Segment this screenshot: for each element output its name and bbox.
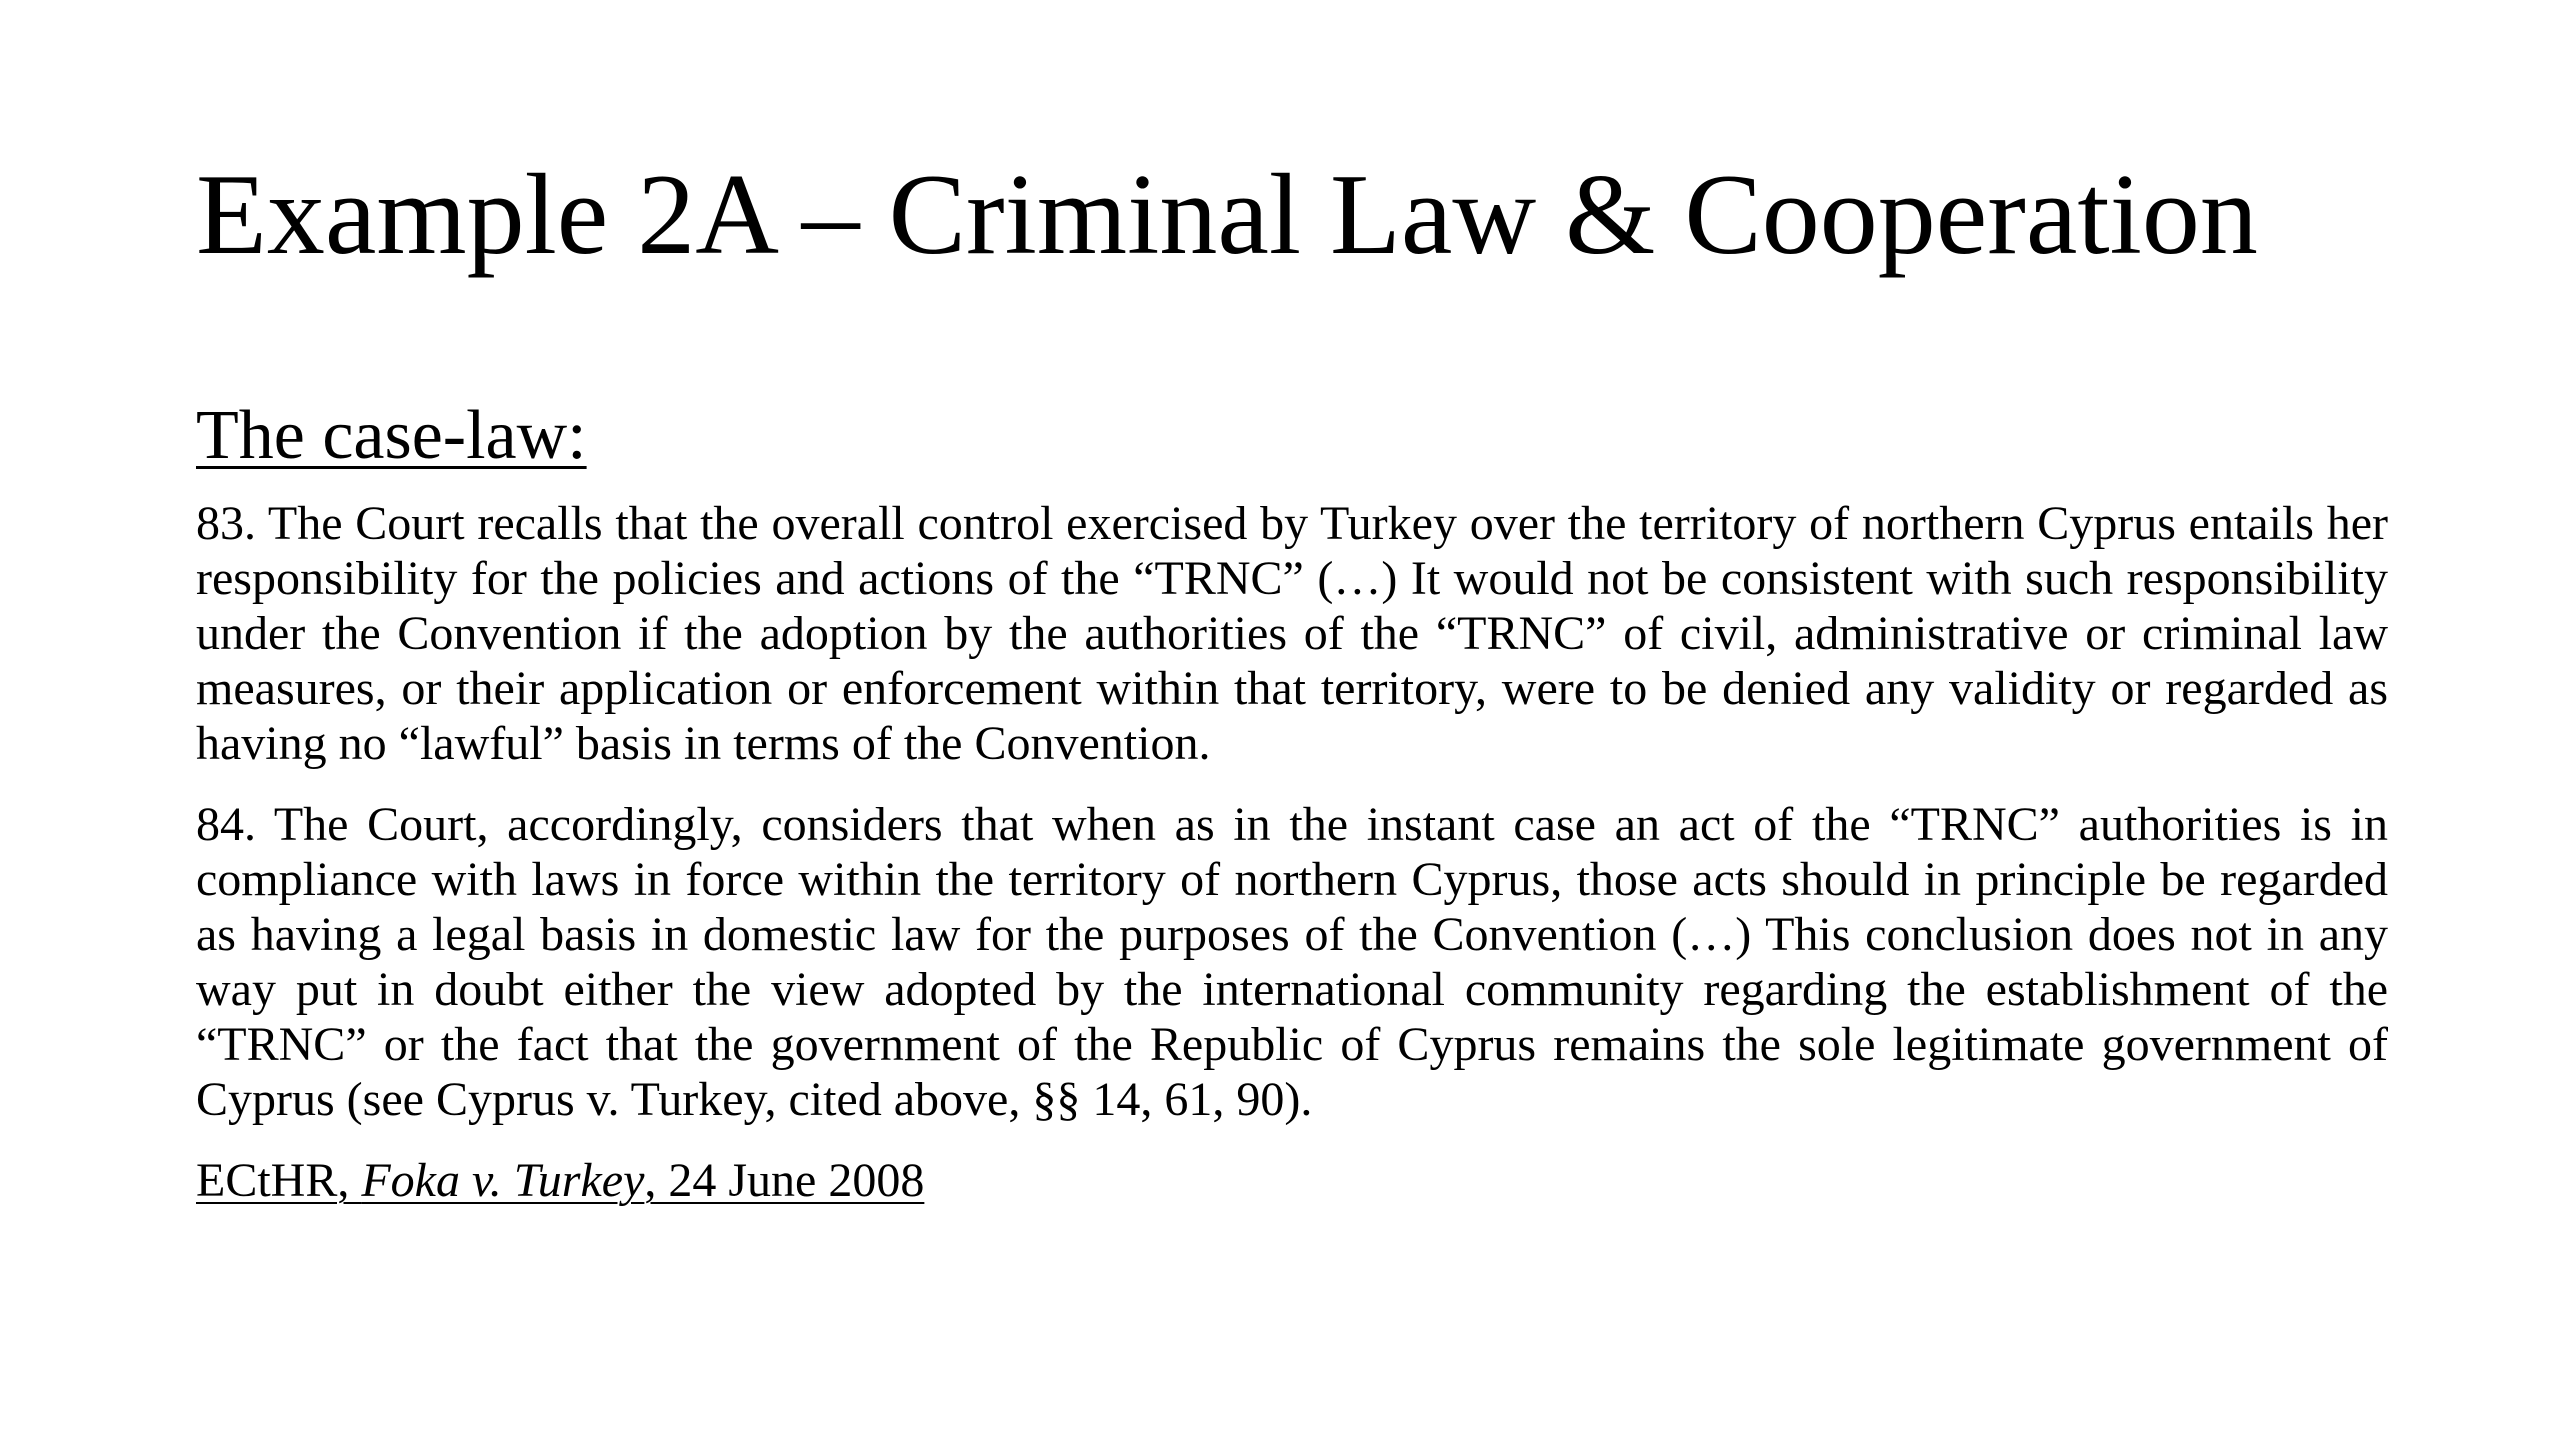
paragraph-83: 83. The Court recalls that the overall control exercised by Turkey over the territory of northern Cyprus entails her responsibility for the policies and actions of the “TRNC” (…) It would not be consistent with such responsibility under the Convention if the adoption by the authorities of the “TRNC” of civil, administrative or criminal law measures, or their application or enforcement within that territory, were to be denied any validity or regarded as having no “lawful” basis in terms of the Convention. (196, 497, 2388, 770)
section-heading: The case-law: (196, 397, 587, 474)
slide-content (196, 392, 2388, 1208)
case-citation (196, 1153, 2388, 1208)
citation-date: , 24 June 2008 (644, 1154, 925, 1207)
citation-court: ECtHR, (196, 1154, 362, 1207)
slide-title: Example 2A – Criminal Law & Cooperation (196, 151, 2258, 279)
paragraph-84: 84. The Court, accordingly, considers that when as in the instant case an act of the “TRNC” authorities is in compliance with laws in force within the territory of northern Cyprus, those acts should in principle be regarded as having a legal basis in domestic law for the purposes of the Convention (…) This conclusion does not in any way put in doubt either the view adopted by the international community regarding the establishment of the “TRNC” or the fact that the government of the Republic of Cyprus remains the sole legitimate government of Cyprus (see Cyprus v. Turkey, cited above, §§ 14, 61, 90). (196, 798, 2388, 1126)
citation-case-name: Foka v. Turkey (361, 1154, 645, 1207)
